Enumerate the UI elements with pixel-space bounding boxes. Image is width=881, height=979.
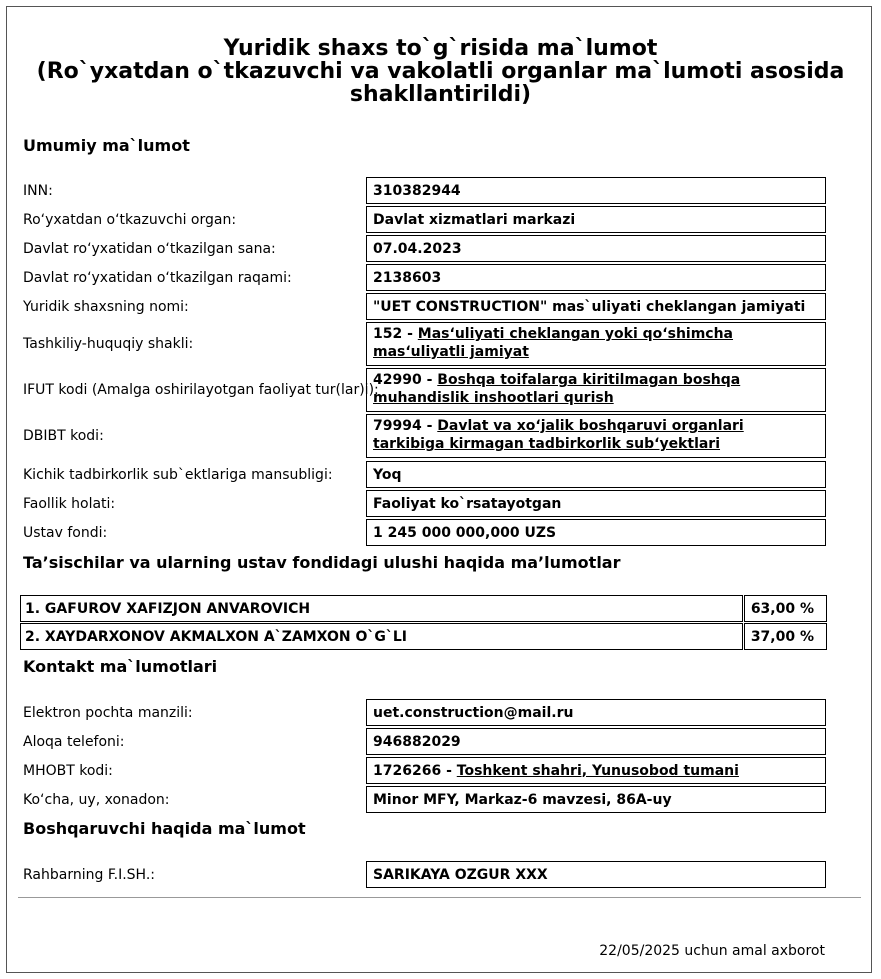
- dbibt-link[interactable]: Davlat va xo‘jalik boshqaruvi organlari tarkibiga kirmagan tadbirkorlik sub‘yektlari: [373, 418, 744, 452]
- address-value: Minor MFY, Markaz-6 mavzesi, 86A-uy: [366, 786, 826, 813]
- reg-number-label: Davlat ro‘yxatidan o‘tkazilgan raqami:: [23, 270, 292, 286]
- founder-name: 1. GAFUROV XAFIZJON ANVAROVICH: [20, 595, 743, 622]
- status-value: Faoliyat ko`rsatayotgan: [366, 490, 826, 517]
- dbibt-code: 79994: [373, 418, 422, 434]
- founders-heading: Ta’sischilar va ularning ustav fondidagi ulushi haqida ma’lumotlar: [23, 553, 621, 572]
- inn-label: INN:: [23, 183, 53, 199]
- legal-form-label: Tashkiliy-huquqiy shakli:: [23, 336, 194, 352]
- general-heading: Umumiy ma`lumot: [23, 136, 190, 155]
- ifut-value: 42990 - Boshqa toifalarga kiritilmagan boshqa muhandislik inshootlari qurish: [366, 368, 826, 412]
- company-name-label: Yuridik shaxsning nomi:: [23, 299, 189, 315]
- email-label: Elektron pochta manzili:: [23, 705, 193, 721]
- legal-form-code: 152: [373, 326, 403, 342]
- divider: [18, 897, 861, 898]
- contact-heading: Kontakt ma`lumotlari: [23, 657, 218, 676]
- legal-form-link[interactable]: Mas‘uliyati cheklangan yoki qo‘shimcha mas‘uliyatli jamiyat: [373, 326, 734, 360]
- capital-label: Ustav fondi:: [23, 525, 108, 541]
- mhobt-label: MHOBT kodi:: [23, 763, 113, 779]
- inn-value: 310382944: [366, 177, 826, 204]
- address-label: Ko‘cha, uy, xonadon:: [23, 792, 170, 808]
- mhobt-value: 1726266 - Toshkent shahri, Yunusobod tumani: [366, 757, 826, 784]
- phone-value: 946882029: [366, 728, 826, 755]
- ifut-code: 42990: [373, 372, 422, 388]
- founder-share: 37,00 %: [744, 623, 827, 650]
- small-business-value: Yoq: [366, 461, 826, 488]
- company-name-value: "UET CONSTRUCTION" mas`uliyati cheklangan jamiyati: [366, 293, 826, 320]
- footer-note: 22/05/2025 uchun amal axborot: [599, 943, 825, 959]
- ifut-label: IFUT kodi (Amalga oshirilayotgan faoliyat tur(lar)i):: [23, 382, 379, 398]
- status-label: Faollik holati:: [23, 496, 116, 512]
- email-value: uet.construction@mail.ru: [366, 699, 826, 726]
- title-line-2: (Ro`yxatdan o`tkazuvchi va vakolatli organlar ma`lumoti asosida: [36, 59, 845, 84]
- director-value: SARIKAYA OZGUR XXX: [366, 861, 826, 888]
- founder-name: 2. XAYDARXONOV AKMALXON A`ZAMXON O`G`LI: [20, 623, 743, 650]
- registrar-label: Ro‘yxatdan o‘tkazuvchi organ:: [23, 212, 237, 228]
- legal-form-value: 152 - Mas‘uliyati cheklangan yoki qo‘shimcha mas‘uliyatli jamiyat: [366, 322, 826, 366]
- small-business-label: Kichik tadbirkorlik sub`ektlariga mansubligi:: [23, 467, 333, 483]
- title-line-3: shakllantirildi): [349, 82, 532, 107]
- director-label: Rahbarning F.I.SH.:: [23, 867, 155, 883]
- reg-date-label: Davlat ro‘yxatidan o‘tkazilgan sana:: [23, 241, 276, 257]
- reg-date-value: 07.04.2023: [366, 235, 826, 262]
- reg-number-value: 2138603: [366, 264, 826, 291]
- founder-share: 63,00 %: [744, 595, 827, 622]
- ifut-link[interactable]: Boshqa toifalarga kiritilmagan boshqa muhandislik inshootlari qurish: [373, 372, 741, 406]
- mhobt-code: 1726266: [373, 762, 442, 779]
- capital-value: 1 245 000 000,000 UZS: [366, 519, 826, 546]
- dbibt-value: 79994 - Davlat va xo‘jalik boshqaruvi organlari tarkibiga kirmagan tadbirkorlik sub‘yektlari: [366, 414, 826, 458]
- title-line-1: Yuridik shaxs to`g`risida ma`lumot: [223, 36, 658, 61]
- manager-heading: Boshqaruvchi haqida ma`lumot: [23, 819, 306, 838]
- page-title: [0, 37, 881, 106]
- phone-label: Aloqa telefoni:: [23, 734, 125, 750]
- registrar-value: Davlat xizmatlari markazi: [366, 206, 826, 233]
- dbibt-label: DBIBT kodi:: [23, 428, 104, 444]
- mhobt-link[interactable]: Toshkent shahri, Yunusobod tumani: [456, 762, 739, 779]
